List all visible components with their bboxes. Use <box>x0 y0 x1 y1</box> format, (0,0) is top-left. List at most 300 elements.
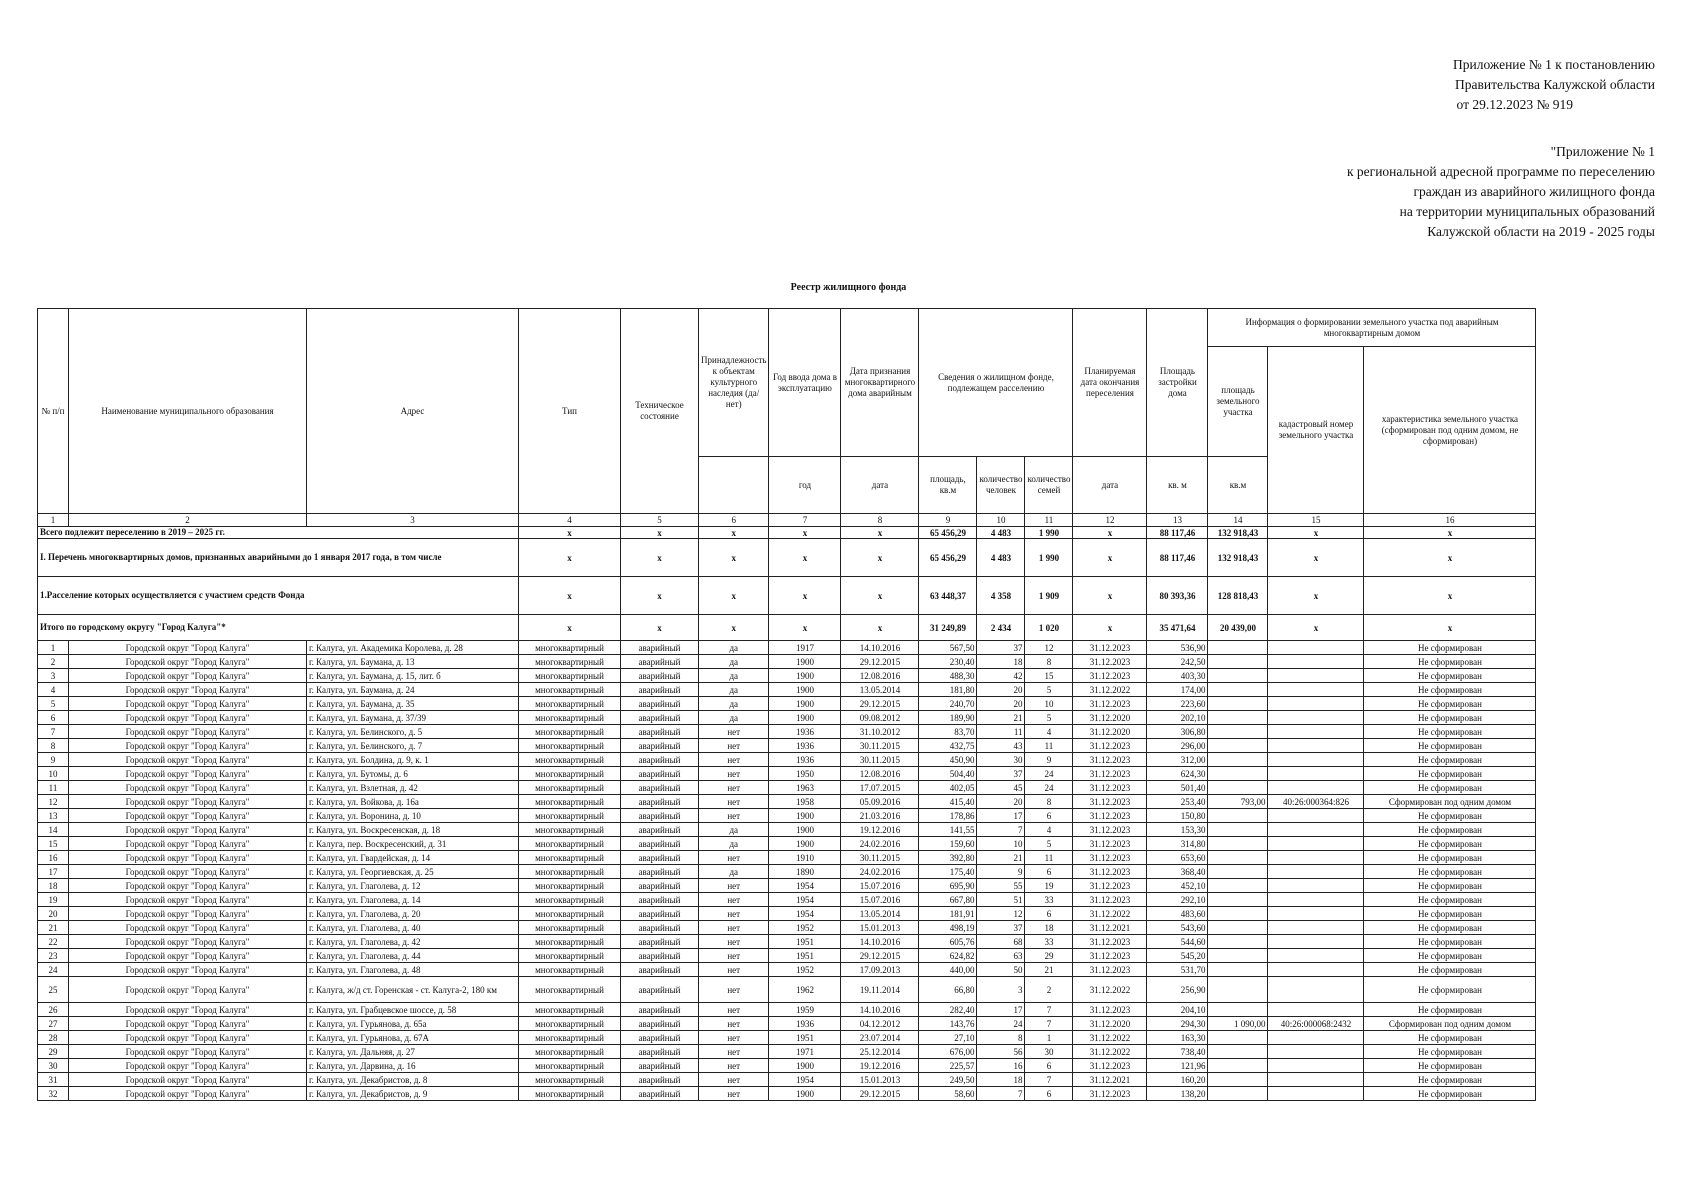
families-cell: 6 <box>1025 907 1073 921</box>
summary-x: x <box>1073 539 1147 577</box>
year-cell: 1900 <box>769 809 841 823</box>
families-cell: 4 <box>1025 725 1073 739</box>
land-status-cell: Не сформирован <box>1364 669 1536 683</box>
table-row <box>38 949 1536 963</box>
land-area-cell <box>1208 893 1268 907</box>
row-number: 20 <box>38 907 69 921</box>
planned-date-cell: 31.12.2021 <box>1073 1073 1147 1087</box>
emergency-date-cell: 29.12.2015 <box>841 1087 919 1101</box>
summary-area: 31 249,89 <box>919 615 977 641</box>
building-area-cell: 160,20 <box>1147 1073 1208 1087</box>
emergency-date-cell: 04.12.2012 <box>841 1017 919 1031</box>
planned-date-cell: 31.12.2023 <box>1073 809 1147 823</box>
address-cell: г. Калуга, ул. Болдина, д. 9, к. 1 <box>307 753 519 767</box>
area-cell: 181,80 <box>919 683 977 697</box>
land-status-cell: Не сформирован <box>1364 697 1536 711</box>
planned-date-cell: 31.12.2022 <box>1073 683 1147 697</box>
cadastral-cell <box>1268 655 1364 669</box>
condition-cell: аварийный <box>621 641 699 655</box>
land-status-cell: Не сформирован <box>1364 1073 1536 1087</box>
emergency-date-cell: 30.11.2015 <box>841 753 919 767</box>
header-land-area: площадь земельного участка <box>1208 347 1268 457</box>
condition-cell: аварийный <box>621 879 699 893</box>
land-area-cell <box>1208 823 1268 837</box>
type-cell: многоквартирный <box>519 949 621 963</box>
people-cell: 55 <box>977 879 1025 893</box>
condition-cell: аварийный <box>621 725 699 739</box>
land-area-cell <box>1208 809 1268 823</box>
summary-x: x <box>1268 539 1364 577</box>
land-status-cell: Не сформирован <box>1364 907 1536 921</box>
row-number: 27 <box>38 1017 69 1031</box>
area-cell: 240,70 <box>919 697 977 711</box>
year-cell: 1900 <box>769 837 841 851</box>
area-cell: 83,70 <box>919 725 977 739</box>
cadastral-cell <box>1268 753 1364 767</box>
row-number: 11 <box>38 781 69 795</box>
municipality-cell: Городской округ "Город Калуга" <box>69 655 307 669</box>
land-area-cell <box>1208 739 1268 753</box>
planned-date-cell: 31.12.2020 <box>1073 725 1147 739</box>
unit-date-2: дата <box>1073 457 1147 514</box>
summary-families: 1 990 <box>1025 539 1073 577</box>
column-number: 4 <box>519 514 621 527</box>
planned-date-cell: 31.12.2022 <box>1073 1031 1147 1045</box>
year-cell: 1950 <box>769 767 841 781</box>
type-cell: многоквартирный <box>519 851 621 865</box>
table-row <box>38 1003 1536 1017</box>
land-status-cell: Не сформирован <box>1364 921 1536 935</box>
heritage-cell: нет <box>699 1059 769 1073</box>
area-cell: 249,50 <box>919 1073 977 1087</box>
address-cell: г. Калуга, ул. Глаголева, д. 40 <box>307 921 519 935</box>
type-cell: многоквартирный <box>519 893 621 907</box>
row-number: 7 <box>38 725 69 739</box>
year-cell: 1900 <box>769 655 841 669</box>
address-cell: г. Калуга, ул. Гвардейская, д. 14 <box>307 851 519 865</box>
summary-x: x <box>699 577 769 615</box>
year-cell: 1954 <box>769 893 841 907</box>
planned-date-cell: 31.12.2021 <box>1073 921 1147 935</box>
cadastral-cell <box>1268 865 1364 879</box>
summary-land-area: 20 439,00 <box>1208 615 1268 641</box>
municipality-cell: Городской округ "Город Калуга" <box>69 935 307 949</box>
summary-people: 2 434 <box>977 615 1025 641</box>
land-area-cell <box>1208 1087 1268 1101</box>
unit-year-2: год <box>769 457 841 514</box>
emergency-date-cell: 15.01.2013 <box>841 1073 919 1087</box>
planned-date-cell: 31.12.2023 <box>1073 837 1147 851</box>
emergency-date-cell: 21.03.2016 <box>841 809 919 823</box>
families-cell: 6 <box>1025 1087 1073 1101</box>
cadastral-cell <box>1268 823 1364 837</box>
land-status-cell: Не сформирован <box>1364 1059 1536 1073</box>
address-cell: г. Калуга, ул. Бутомы, д. 6 <box>307 767 519 781</box>
condition-cell: аварийный <box>621 781 699 795</box>
year-cell: 1900 <box>769 697 841 711</box>
summary-row <box>38 615 1536 641</box>
emergency-date-cell: 25.12.2014 <box>841 1045 919 1059</box>
header-cadastral: кадастровый номер земельного участка <box>1268 347 1364 514</box>
summary-x: x <box>519 539 621 577</box>
type-cell: многоквартирный <box>519 1003 621 1017</box>
table-row <box>38 795 1536 809</box>
condition-cell: аварийный <box>621 655 699 669</box>
land-status-cell: Не сформирован <box>1364 977 1536 1003</box>
column-number: 14 <box>1208 514 1268 527</box>
header-type: Тип <box>519 309 621 514</box>
row-number: 28 <box>38 1031 69 1045</box>
building-area-cell: 536,90 <box>1147 641 1208 655</box>
summary-x: x <box>621 527 699 539</box>
summary-x: x <box>1073 577 1147 615</box>
families-cell: 1 <box>1025 1031 1073 1045</box>
column-number: 12 <box>1073 514 1147 527</box>
address-cell: г. Калуга, ул. Грабцевское шоссе, д. 58 <box>307 1003 519 1017</box>
heritage-cell: нет <box>699 949 769 963</box>
families-cell: 7 <box>1025 1003 1073 1017</box>
column-number: 10 <box>977 514 1025 527</box>
building-area-cell: 121,96 <box>1147 1059 1208 1073</box>
header-land-info: Информация о формировании земельного участка под аварийным многоквартирным домом <box>1208 309 1536 347</box>
families-cell: 18 <box>1025 921 1073 935</box>
emergency-date-cell: 15.01.2013 <box>841 921 919 935</box>
condition-cell: аварийный <box>621 907 699 921</box>
municipality-cell: Городской округ "Город Калуга" <box>69 921 307 935</box>
table-row <box>38 1059 1536 1073</box>
building-area-cell: 150,80 <box>1147 809 1208 823</box>
families-cell: 21 <box>1025 963 1073 977</box>
address-cell: г. Калуга, ул. Воронина, д. 10 <box>307 809 519 823</box>
municipality-cell: Городской округ "Город Калуга" <box>69 739 307 753</box>
cadastral-cell <box>1268 1087 1364 1101</box>
condition-cell: аварийный <box>621 865 699 879</box>
land-area-cell <box>1208 1003 1268 1017</box>
table-row <box>38 851 1536 865</box>
people-cell: 37 <box>977 767 1025 781</box>
municipality-cell: Городской округ "Город Калуга" <box>69 1017 307 1031</box>
row-number: 29 <box>38 1045 69 1059</box>
planned-date-cell: 31.12.2023 <box>1073 641 1147 655</box>
year-cell: 1951 <box>769 935 841 949</box>
area-cell: 189,90 <box>919 711 977 725</box>
row-number: 4 <box>38 683 69 697</box>
row-number: 22 <box>38 935 69 949</box>
header-year: Год ввода дома в эксплуатацию <box>769 309 841 457</box>
type-cell: многоквартирный <box>519 1017 621 1031</box>
families-cell: 24 <box>1025 781 1073 795</box>
unit-kvm-2: кв.м <box>1208 457 1268 514</box>
building-area-cell: 174,00 <box>1147 683 1208 697</box>
building-area-cell: 294,30 <box>1147 1017 1208 1031</box>
area-cell: 440,00 <box>919 963 977 977</box>
municipality-cell: Городской округ "Город Калуга" <box>69 865 307 879</box>
table-row <box>38 1073 1536 1087</box>
cadastral-cell <box>1268 1059 1364 1073</box>
row-number: 14 <box>38 823 69 837</box>
type-cell: многоквартирный <box>519 865 621 879</box>
summary-x: x <box>519 615 621 641</box>
land-status-cell: Не сформирован <box>1364 949 1536 963</box>
planned-date-cell: 31.12.2023 <box>1073 669 1147 683</box>
summary-x: x <box>841 527 919 539</box>
municipality-cell: Городской округ "Город Калуга" <box>69 795 307 809</box>
column-number: 3 <box>307 514 519 527</box>
header-address: Адрес <box>307 309 519 514</box>
area-cell: 143,76 <box>919 1017 977 1031</box>
land-status-cell: Не сформирован <box>1364 711 1536 725</box>
cadastral-cell <box>1268 739 1364 753</box>
building-area-cell: 368,40 <box>1147 865 1208 879</box>
table-row <box>38 823 1536 837</box>
emergency-date-cell: 19.12.2016 <box>841 1059 919 1073</box>
summary-x: x <box>1268 527 1364 539</box>
people-cell: 56 <box>977 1045 1025 1059</box>
families-cell: 6 <box>1025 809 1073 823</box>
building-area-cell: 403,30 <box>1147 669 1208 683</box>
emergency-date-cell: 14.10.2016 <box>841 935 919 949</box>
cadastral-cell <box>1268 683 1364 697</box>
year-cell: 1936 <box>769 753 841 767</box>
planned-date-cell: 31.12.2023 <box>1073 767 1147 781</box>
year-cell: 1959 <box>769 1003 841 1017</box>
summary-building-area: 88 117,46 <box>1147 539 1208 577</box>
land-status-cell: Не сформирован <box>1364 865 1536 879</box>
column-number: 2 <box>69 514 307 527</box>
address-cell: г. Калуга, ул. Георгиевская, д. 25 <box>307 865 519 879</box>
column-number: 6 <box>699 514 769 527</box>
land-area-cell <box>1208 865 1268 879</box>
building-area-cell: 223,60 <box>1147 697 1208 711</box>
emergency-date-cell: 13.05.2014 <box>841 907 919 921</box>
summary-x: x <box>519 577 621 615</box>
address-cell: г. Калуга, ул. Глаголева, д. 12 <box>307 879 519 893</box>
cadastral-cell <box>1268 893 1364 907</box>
row-number: 23 <box>38 949 69 963</box>
type-cell: многоквартирный <box>519 753 621 767</box>
municipality-cell: Городской округ "Город Калуга" <box>69 1045 307 1059</box>
header-emergency-date: Дата признания многоквартирного дома аварийным <box>841 309 919 457</box>
municipality-cell: Городской округ "Город Калуга" <box>69 1059 307 1073</box>
land-area-cell <box>1208 949 1268 963</box>
unit-people: количество человек <box>977 457 1025 514</box>
summary-x: x <box>1364 615 1536 641</box>
table-row <box>38 879 1536 893</box>
condition-cell: аварийный <box>621 1017 699 1031</box>
municipality-cell: Городской округ "Город Калуга" <box>69 1073 307 1087</box>
address-cell: г. Калуга, ул. Гурьянова, д. 65а <box>307 1017 519 1031</box>
condition-cell: аварийный <box>621 1087 699 1101</box>
summary-x: x <box>841 615 919 641</box>
planned-date-cell: 31.12.2023 <box>1073 1087 1147 1101</box>
row-number: 17 <box>38 865 69 879</box>
heritage-cell: нет <box>699 907 769 921</box>
row-number: 12 <box>38 795 69 809</box>
planned-date-cell: 31.12.2023 <box>1073 739 1147 753</box>
cadastral-cell <box>1268 711 1364 725</box>
summary-x: x <box>1268 615 1364 641</box>
planned-date-cell: 31.12.2023 <box>1073 655 1147 669</box>
building-area-cell: 544,60 <box>1147 935 1208 949</box>
type-cell: многоквартирный <box>519 823 621 837</box>
heritage-cell: нет <box>699 767 769 781</box>
emergency-date-cell: 14.10.2016 <box>841 641 919 655</box>
land-area-cell <box>1208 1031 1268 1045</box>
summary-families: 1 020 <box>1025 615 1073 641</box>
row-number: 18 <box>38 879 69 893</box>
row-number: 10 <box>38 767 69 781</box>
heritage-cell: нет <box>699 809 769 823</box>
area-cell: 415,40 <box>919 795 977 809</box>
header-num: № п/п <box>38 309 69 514</box>
year-cell: 1952 <box>769 921 841 935</box>
land-area-cell <box>1208 1045 1268 1059</box>
emergency-date-cell: 05.09.2016 <box>841 795 919 809</box>
families-cell: 6 <box>1025 1059 1073 1073</box>
year-cell: 1971 <box>769 1045 841 1059</box>
planned-date-cell: 31.12.2022 <box>1073 1045 1147 1059</box>
summary-x: x <box>621 577 699 615</box>
building-area-cell: 653,60 <box>1147 851 1208 865</box>
address-cell: г. Калуга, ул. Глаголева, д. 14 <box>307 893 519 907</box>
appendix-line-1: Приложение № 1 к постановлению <box>1453 57 1655 72</box>
emergency-date-cell: 31.10.2012 <box>841 725 919 739</box>
people-cell: 3 <box>977 977 1025 1003</box>
type-cell: многоквартирный <box>519 683 621 697</box>
emergency-date-cell: 30.11.2015 <box>841 851 919 865</box>
condition-cell: аварийный <box>621 711 699 725</box>
year-cell: 1900 <box>769 1059 841 1073</box>
building-area-cell: 256,90 <box>1147 977 1208 1003</box>
summary-x: x <box>1268 577 1364 615</box>
building-area-cell: 312,00 <box>1147 753 1208 767</box>
summary-building-area: 88 117,46 <box>1147 527 1208 539</box>
summary-people: 4 358 <box>977 577 1025 615</box>
area-cell: 141,55 <box>919 823 977 837</box>
cadastral-cell <box>1268 641 1364 655</box>
row-number: 2 <box>38 655 69 669</box>
table-row <box>38 809 1536 823</box>
land-status-cell: Не сформирован <box>1364 935 1536 949</box>
table-row <box>38 1031 1536 1045</box>
cadastral-cell <box>1268 907 1364 921</box>
address-cell: г. Калуга, ул. Белинского, д. 5 <box>307 725 519 739</box>
municipality-cell: Городской округ "Город Калуга" <box>69 977 307 1003</box>
year-cell: 1900 <box>769 711 841 725</box>
address-cell: г. Калуга, ул. Декабристов, д. 9 <box>307 1087 519 1101</box>
row-number: 13 <box>38 809 69 823</box>
building-area-cell: 738,40 <box>1147 1045 1208 1059</box>
land-status-cell: Не сформирован <box>1364 683 1536 697</box>
building-area-cell: 242,50 <box>1147 655 1208 669</box>
people-cell: 12 <box>977 907 1025 921</box>
table-row <box>38 977 1536 1003</box>
condition-cell: аварийный <box>621 1073 699 1087</box>
unit-families: количество семей <box>1025 457 1073 514</box>
year-cell: 1962 <box>769 977 841 1003</box>
condition-cell: аварийный <box>621 683 699 697</box>
area-cell: 676,00 <box>919 1045 977 1059</box>
families-cell: 33 <box>1025 935 1073 949</box>
area-cell: 225,57 <box>919 1059 977 1073</box>
families-cell: 8 <box>1025 655 1073 669</box>
area-cell: 159,60 <box>919 837 977 851</box>
program-line-2: к региональной адресной программе по переселению <box>1346 164 1655 179</box>
municipality-cell: Городской округ "Город Калуга" <box>69 669 307 683</box>
summary-label: Итого по городскому округу "Город Калуга"* <box>38 615 519 641</box>
area-cell: 402,05 <box>919 781 977 795</box>
type-cell: многоквартирный <box>519 655 621 669</box>
building-area-cell: 483,60 <box>1147 907 1208 921</box>
area-cell: 567,50 <box>919 641 977 655</box>
area-cell: 230,40 <box>919 655 977 669</box>
area-cell: 66,80 <box>919 977 977 1003</box>
table-row <box>38 683 1536 697</box>
type-cell: многоквартирный <box>519 879 621 893</box>
people-cell: 20 <box>977 795 1025 809</box>
land-status-cell: Не сформирован <box>1364 1003 1536 1017</box>
summary-x: x <box>699 527 769 539</box>
table-row <box>38 711 1536 725</box>
table-row <box>38 697 1536 711</box>
families-cell: 4 <box>1025 823 1073 837</box>
header-housing: Сведения о жилищном фонде, подлежащем расселению <box>919 309 1073 457</box>
land-area-cell <box>1208 921 1268 935</box>
heritage-cell: да <box>699 711 769 725</box>
address-cell: г. Калуга, ул. Гурьянова, д. 67А <box>307 1031 519 1045</box>
year-cell: 1963 <box>769 781 841 795</box>
column-number: 5 <box>621 514 699 527</box>
heritage-cell: нет <box>699 935 769 949</box>
building-area-cell: 204,10 <box>1147 1003 1208 1017</box>
planned-date-cell: 31.12.2020 <box>1073 1017 1147 1031</box>
building-area-cell: 501,40 <box>1147 781 1208 795</box>
type-cell: многоквартирный <box>519 921 621 935</box>
header-building-area: Площадь застройки дома <box>1147 309 1208 457</box>
families-cell: 11 <box>1025 851 1073 865</box>
emergency-date-cell: 23.07.2014 <box>841 1031 919 1045</box>
cadastral-cell <box>1268 921 1364 935</box>
people-cell: 17 <box>977 1003 1025 1017</box>
land-status-cell: Не сформирован <box>1364 767 1536 781</box>
people-cell: 42 <box>977 669 1025 683</box>
program-line-5: Калужской области на 2019 - 2025 годы <box>1427 224 1655 239</box>
municipality-cell: Городской округ "Город Калуга" <box>69 641 307 655</box>
planned-date-cell: 31.12.2023 <box>1073 1059 1147 1073</box>
land-status-cell: Не сформирован <box>1364 851 1536 865</box>
row-number: 5 <box>38 697 69 711</box>
summary-x: x <box>1073 527 1147 539</box>
condition-cell: аварийный <box>621 837 699 851</box>
people-cell: 68 <box>977 935 1025 949</box>
condition-cell: аварийный <box>621 977 699 1003</box>
row-number: 8 <box>38 739 69 753</box>
land-area-cell <box>1208 697 1268 711</box>
heritage-cell: да <box>699 865 769 879</box>
land-area-cell <box>1208 767 1268 781</box>
address-cell: г. Калуга, ул. Глаголева, д. 48 <box>307 963 519 977</box>
families-cell: 7 <box>1025 1017 1073 1031</box>
area-cell: 432,75 <box>919 739 977 753</box>
people-cell: 8 <box>977 1031 1025 1045</box>
cadastral-cell <box>1268 781 1364 795</box>
land-status-cell: Сформирован под одним домом <box>1364 795 1536 809</box>
planned-date-cell: 31.12.2022 <box>1073 907 1147 921</box>
cadastral-cell <box>1268 669 1364 683</box>
families-cell: 9 <box>1025 753 1073 767</box>
summary-x: x <box>621 615 699 641</box>
year-cell: 1900 <box>769 669 841 683</box>
